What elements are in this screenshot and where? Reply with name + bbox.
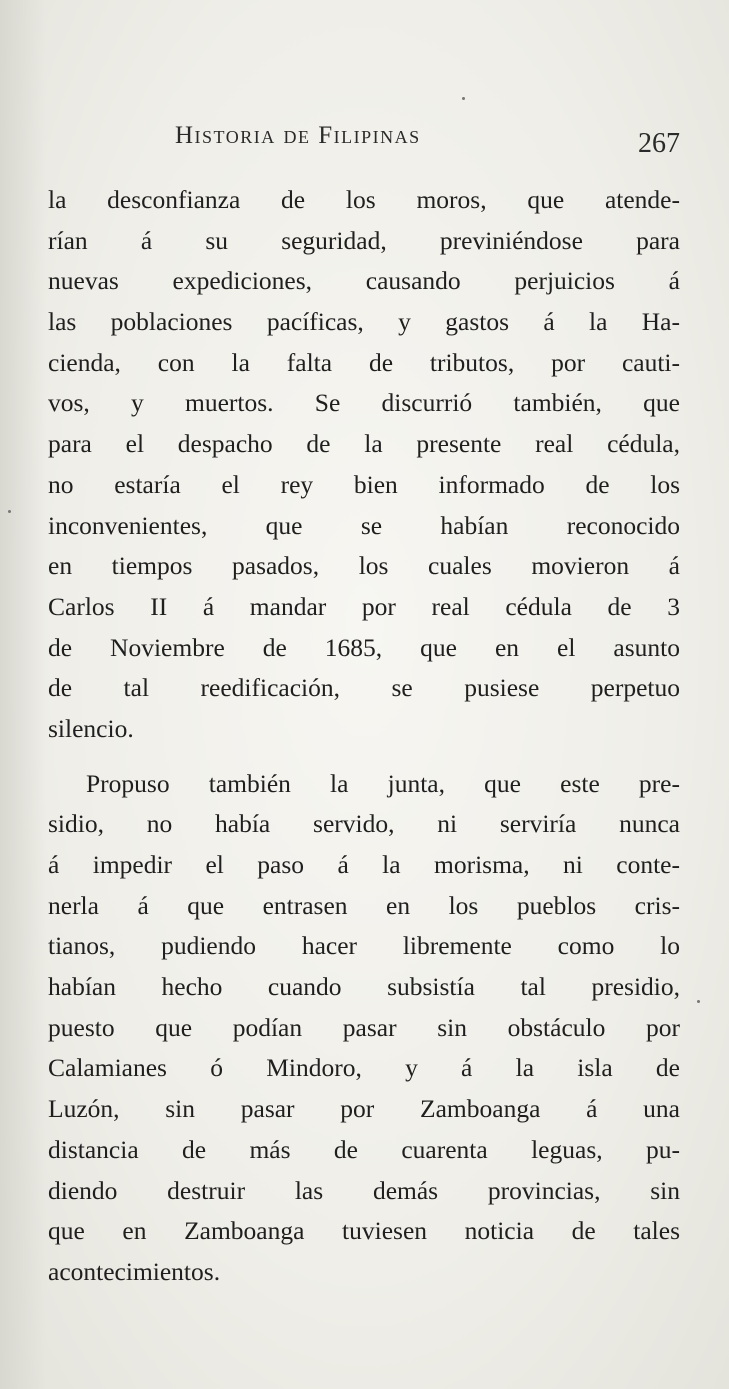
text-line: sidio, no había servido, ni serviría nunca <box>48 809 680 839</box>
text-line: silencio. <box>48 713 134 743</box>
text-line: para el despacho de la presente real cédula, <box>48 429 680 459</box>
text-line: tianos, pudiendo hacer libremente como lo <box>48 931 680 961</box>
text-line: inconvenientes, que se habían reconocido <box>48 510 680 540</box>
text-line: Propuso también la junta, que este pre- <box>86 768 680 798</box>
running-title: Historia de Filipinas <box>175 122 421 149</box>
text-line: Calamianes ó Mindoro, y á la isla de <box>48 1053 680 1083</box>
paragraph-gap <box>48 750 680 764</box>
paper-speck <box>697 1000 700 1003</box>
paragraph <box>48 764 680 1293</box>
text-line: las poblaciones pacíficas, y gastos á la Ha- <box>48 307 680 337</box>
paper-speck <box>8 510 11 513</box>
paper-speck <box>462 97 465 100</box>
text-line: distancia de más de cuarenta leguas, pu- <box>48 1134 680 1164</box>
text-line: habían hecho cuando subsistía tal presidio, <box>48 972 680 1002</box>
text-line: la desconfianza de los moros, que atende- <box>48 185 680 214</box>
text-line: cienda, con la falta de tributos, por cauti- <box>48 347 680 377</box>
text-line: vos, y muertos. Se discurrió también, que <box>48 388 680 418</box>
text-line: de tal reedificación, se pusiese perpetuo <box>48 673 680 703</box>
text-line: acontecimientos. <box>48 1256 221 1286</box>
page-edge-shadow <box>0 0 46 1389</box>
page-number: 267 <box>638 128 680 159</box>
text-line: puesto que podían pasar sin obstáculo por <box>48 1012 680 1042</box>
text-line: nuevas expediciones, causando perjuicios á <box>48 266 680 296</box>
page-header <box>175 116 680 166</box>
text-line: Luzón, sin pasar por Zamboanga á una <box>48 1094 680 1124</box>
text-line: de Noviembre de 1685, que en el asunto <box>48 632 680 662</box>
body-text <box>48 180 680 1293</box>
text-line: no estaría el rey bien informado de los <box>48 469 680 499</box>
text-line: en tiempos pasados, los cuales movieron á <box>48 551 680 581</box>
text-line: nerla á que entrasen en los pueblos cris- <box>48 890 680 920</box>
text-line: rían á su seguridad, previniéndose para <box>48 225 680 255</box>
text-line: diendo destruir las demás provincias, sin <box>48 1175 680 1205</box>
text-line: á impedir el paso á la morisma, ni conte- <box>48 850 680 879</box>
paragraph <box>48 180 680 750</box>
text-line: que en Zamboanga tuviesen noticia de tales <box>48 1216 680 1246</box>
text-line: Carlos II á mandar por real cédula de 3 <box>48 591 680 621</box>
